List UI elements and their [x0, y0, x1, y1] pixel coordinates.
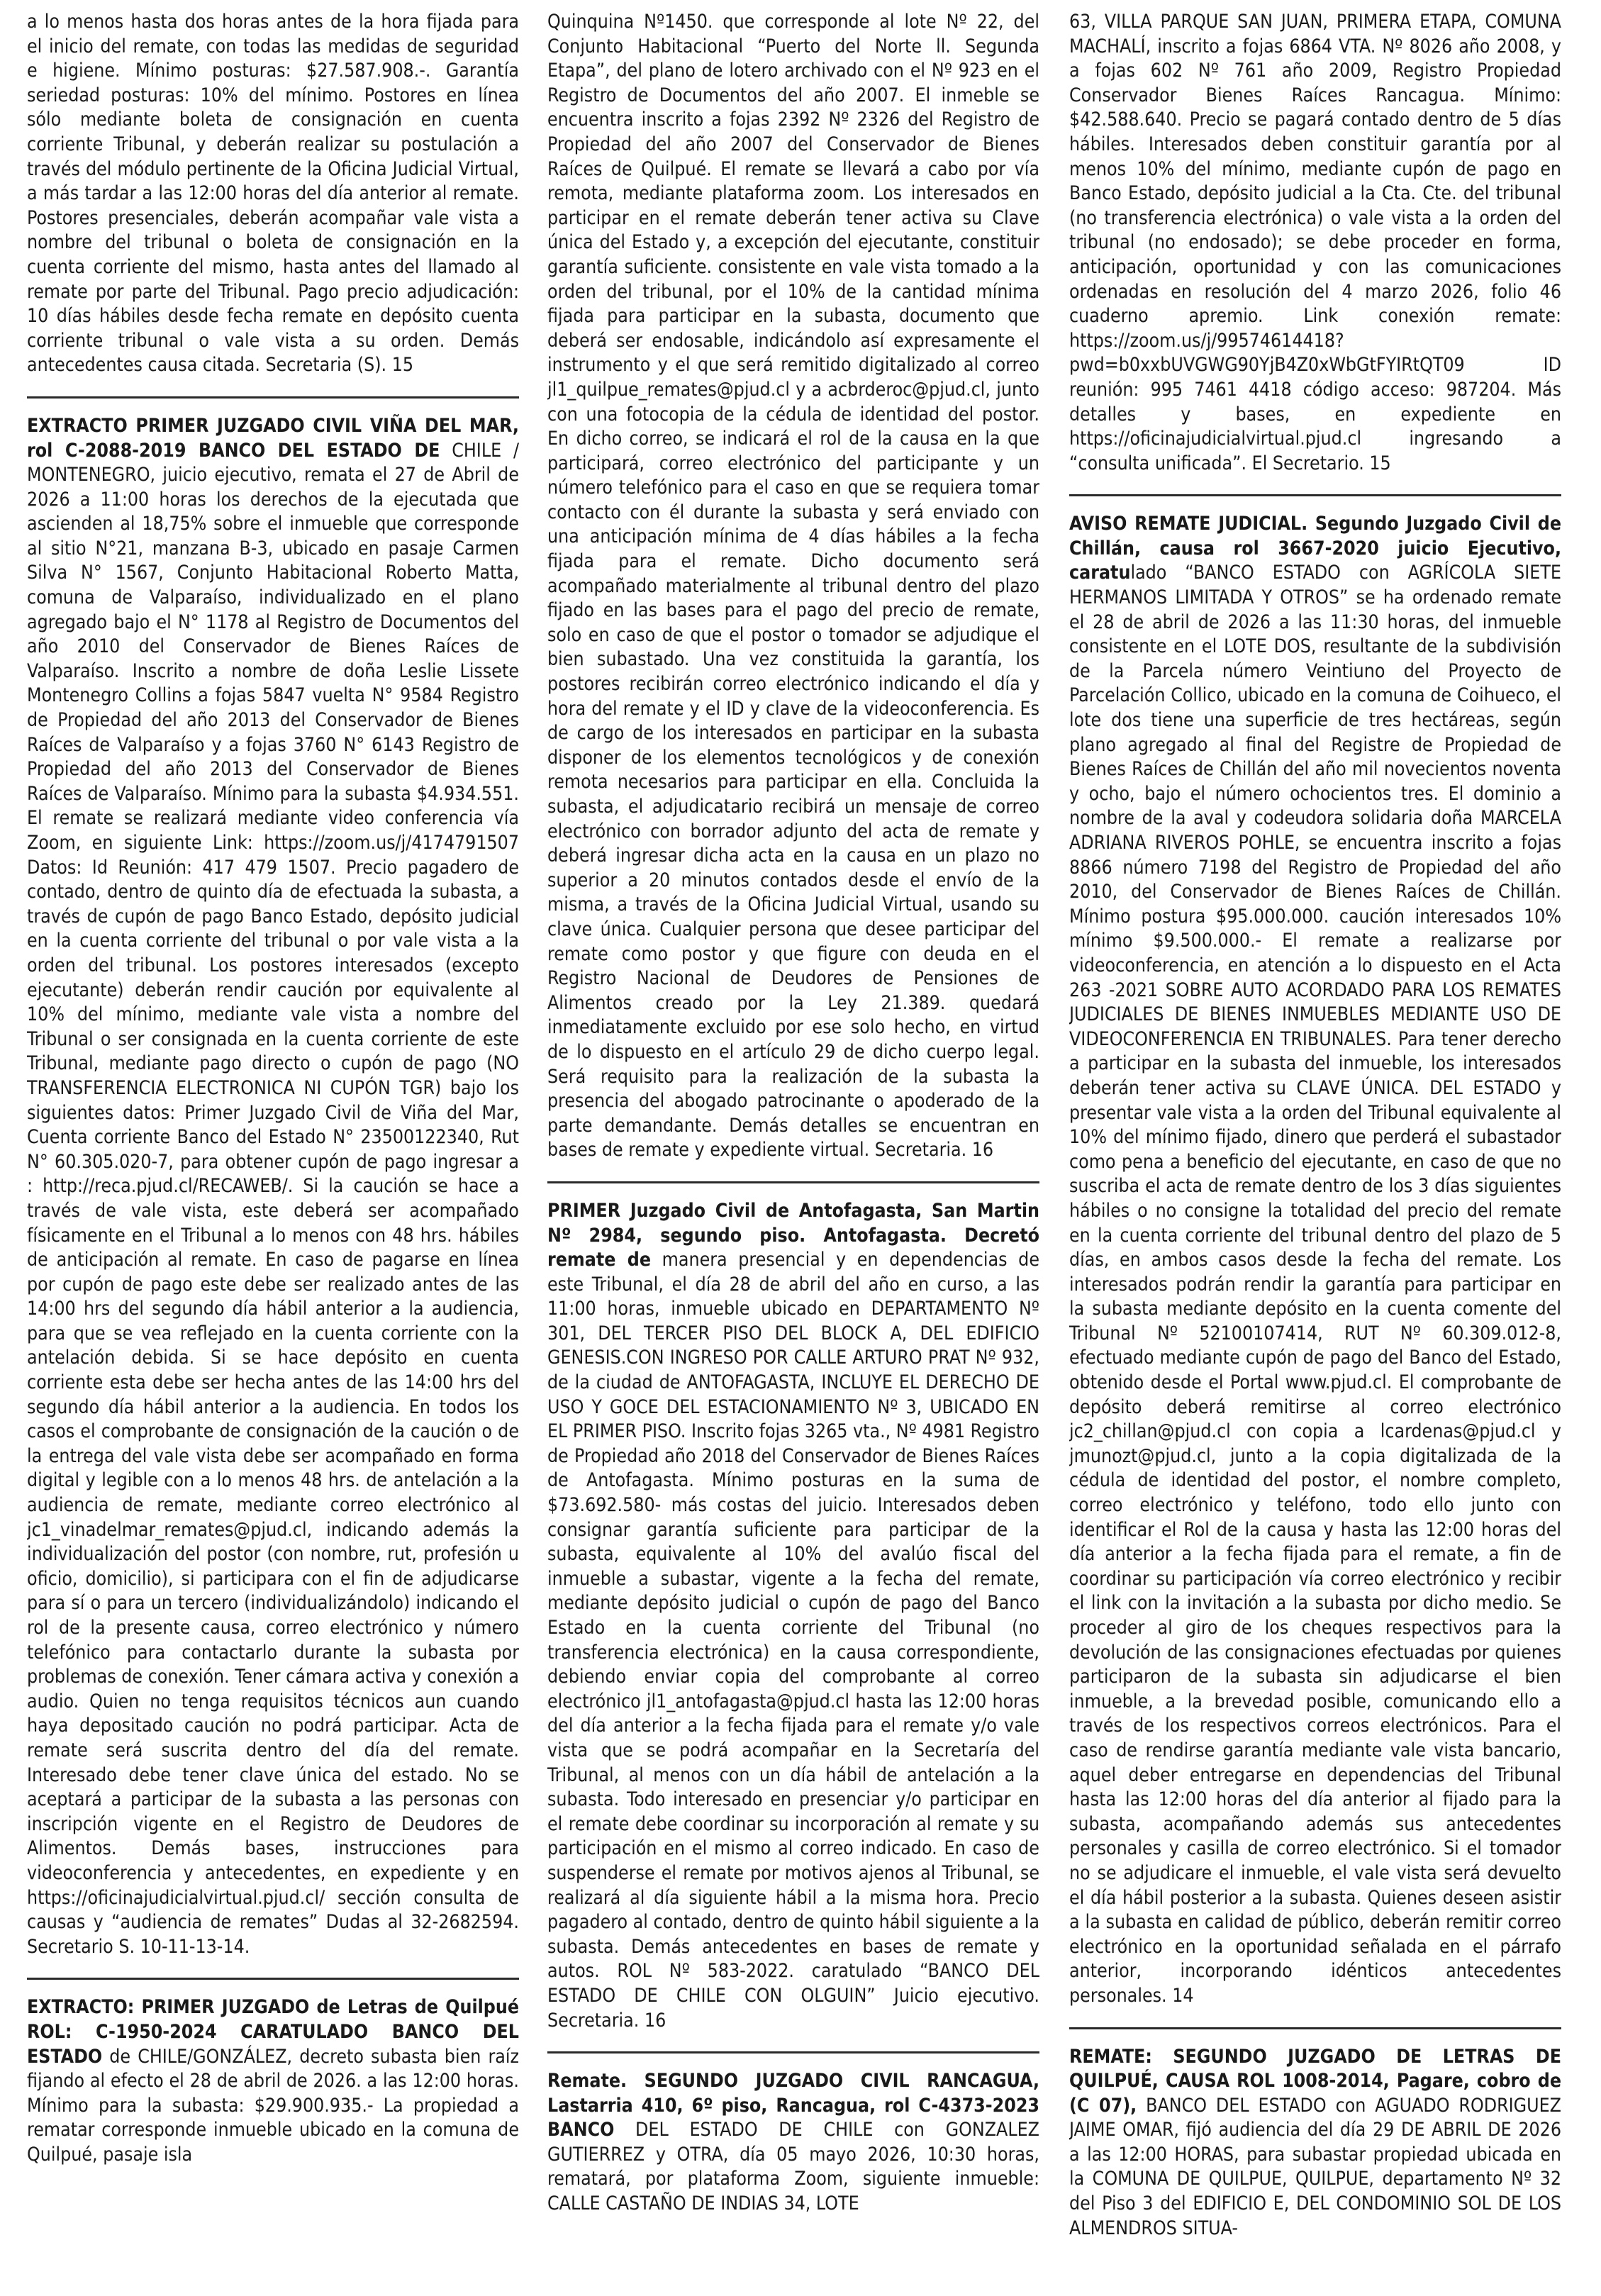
notice	[27, 1995, 519, 2167]
notice	[27, 414, 519, 1959]
notice-divider	[1069, 494, 1561, 496]
notice-body: a lo menos hasta dos horas antes de la hora fijada para el inicio del remate, con todas las medidas de seguridad e higiene. Mínimo posturas: $27.587.908.-. Garantía seriedad posturas: 10% del mínimo. Postores en línea sólo mediante boleta de consignación en cuenta corriente Tribunal, y deberán realizar su postulación a través del módulo pertinente de la Oficina Judicial Virtual, a más tardar a las 12:00 horas del día anterior al remate. Postores presenciales, deberán acompañar vale vista a nombre del tribunal o boleta de consignación en la cuenta corriente del mismo, hasta antes del llamado al remate por parte del Tribunal. Pago precio adjudicación: 10 días hábiles desde fecha remate en depósito cuenta corriente tribunal o vale vista a su orden. Demás antecedentes causa citada. Secretaria (S). 15	[27, 11, 519, 377]
notice	[547, 1199, 1039, 2033]
notice-heading: AVISO REMATE JUDICIAL. Segundo Juzgado Civil de Chillán, causa rol 3667-2020 juicio Ejecutivo, caratu	[1069, 513, 1561, 584]
notice-body: BANCO DEL ESTADO con AGUADO RODRIGUEZ JAIME OMAR, fijó audiencia del día 29 DE ABRIL DE 2026 a las 12:00 HORAS, para subastar propiedad ubicada en la COMUNA DE QUILPUE, QUILPUE, departamento Nº 32 del Piso 3 del EDIFICIO E, DEL CONDOMINIO SOL DE LOS ALMENDROS SITUA-	[1069, 2094, 1561, 2239]
notice-divider	[27, 396, 519, 399]
notice-body: Quinquina Nº1450. que corresponde al lote Nº 22, del Conjunto Habitacional “Puerto del Norte ll. Segunda Etapa”, del plano de lotero archivado con el Nº 923 en el Registro de Documentos del año 2007. El inmeble se encuentra inscrito a fojas 2392 Nº 2326 del Registro de Propiedad del año 2007 del Conservador de Bienes Raíces de Quilpué. El remate se llevará a cabo por vía remota, mediante plataforma zoom. Los interesados en participar en el remate deberán tener activa su Clave única del Estado y, a excepción del ejecutante, constituir garantía suficiente. consistente en vale vista tomado a la orden del tribunal, por el 10% de la cantidad mínima fijada para participar en la subasta, documento que deberá ser endosable, indicándolo así expresamente el instrumento y el que será remitido digitalizado al correo jl1_quilpue_remates@pjud.cl y a acbrderoc@pjud.cl, junto con una fotocopia de la cédula de identidad del postor. En dicho correo, se indicará el rol de la causa en la que participará, correo electrónico del participante y un número telefónico para el caso en que se requiera tomar contacto con él durante la subasta y será enviado con una anticipación mínima de 4 días hábiles a la fecha fijada para el remate. Dicho documento será acompañado materialmente al tribunal dentro del plazo fijado en las bases para el pago del precio de remate, solo en caso de que el postor o tomador se adjudique el bien subastado. Una vez constituida la garantía, los postores recibirán correo electrónico indicando el día y hora del remate y el ID y clave de la videoconferencia. Es de cargo de los interesados en participar en la subasta disponer de los elementos tecnológicos y de conexión remota necesarios para participar en ella. Concluida la subasta, el adjudicatario recibirá un mensaje de correo electrónico con borrador adjunto del acta de remate y deberá ingresar dicha acta en la causa en un plazo no superior a 20 minutos contados desde el envío de la misma, a través de la Oficina Judicial Virtual, usando su clave única. Cualquier persona que desee participar del remate como postor y que figure con deuda en el Registro Nacional de Deudores de Pensiones de Alimentos creado por la Ley 21.389. quedará inmediatamente excluido por ese solo hecho, en virtud de lo dispuesto en el artículo 29 de dicho cuerpo legal. Será requisito para la realización de la subasta la presencia del abogado patrocinante o apoderado de la parte demandante. Demás detalles se encuentran en bases de remate y expediente virtual. Secretaria. 16	[547, 11, 1039, 1161]
notice-body: manera presencial y en dependencias de este Tribunal, el día 28 de abril del año en curso, a las 11:00 horas, inmueble ubicado en DEPARTAMENTO Nº 301, DEL TERCER PISO DEL BLOCK A, DEL EDIFICIO GENESIS.CON INGRESO POR CALLE ARTURO PRAT Nº 932, de la ciudad de ANTOFAGASTA, INCLUYE EL DERECHO DE USO Y GOCE DEL ESTACIONAMIENTO Nº 3, UBICADO EN EL PRIMER PISO. Inscrito fojas 3265 vta., Nº 4981 Registro de Propiedad año 2018 del Conservador de Bienes Raíces de Antofagasta. Mínimo posturas en la suma de $73.692.580- más costas del juicio. Interesados deben consignar garantía suficiente para participar de la subasta, equivalente al 10% del avalúo fiscal del inmueble a subastar, vigente a la fecha del remate, mediante depósito judicial o cupón de pago del Banco Estado en la cuenta corriente del Tribunal (no transferencia electrónica) en la causa correspondiente, debiendo enviar copia del comprobante al correo electrónico jl1_antofagasta@pjud.cl hasta las 12:00 horas del día anterior a la fecha fijada para el remate y/o vale vista que se podrá acompañar en la Secretaría del Tribunal, al menos con un día hábil de antelación a la subasta. Todo interesado en presenciar y/o participar en el remate debe coordinar su incorporación al remate y su participación en el mismo al correo indicado. En caso de suspenderse el remate por motivos ajenos al Tribunal, se realizará al día siguiente hábil a la misma hora. Precio pagadero al contado, dentro de quinto hábil siguiente a la subasta. Demás antecedentes en bases de remate y autos. ROL Nº 583-2022. caratulado “BANCO DEL ESTADO DE CHILE CON OLGUIN” Juicio ejecutivo. Secretaria. 16	[547, 1249, 1039, 2032]
notice-body: de CHILE/GONZÁLEZ, decreto subasta bien raíz fijando al efecto el 28 de abril de 2026. a las 12:00 horas. Mínimo para la subasta: $29.900.935.- La propiedad a rematar corresponde inmueble ubicado en la comuna de Quilpué, pasaje isla	[27, 2045, 519, 2166]
notice-body: CHILE / MONTENEGRO, juicio ejecutivo, remata el 27 de Abril de 2026 a 11:00 horas los derechos de la ejecutada que ascienden al 18,75% sobre el inmueble que corresponde al sitio N°21, manzana B-3, ubicado en pasaje Carmen Silva N° 1567, Conjunto Habitacional Roberto Matta, comuna de Valparaíso, individualizado en el plano agregado bajo el N° 1178 al Registro de Documentos del año 2010 del Conservador de Bienes Raíces de Valparaíso. Inscrito a nombre de doña Leslie Lissete Montenegro Collins a fojas 5847 vuelta N° 9584 Registro de Propiedad del año 2013 del Conservador de Bienes Raíces de Valparaíso y a fojas 3760 N° 6143 Registro de Propiedad del año 2013 del Conservador de Bienes Raíces de Valparaíso. Mínimo para la subasta $4.934.551. El remate se realizará mediante video conferencia vía Zoom, en siguiente Link: https://zoom.us/j/4174791507 Datos: Id Reunión: 417 479 1507. Precio pagadero de contado, dentro de quinto día de efectuada la subasta, a través de cupón de pago Banco Estado, depósito judicial en la cuenta corriente del tribunal o por vale vista a la orden del tribunal. Los postores interesados (excepto ejecutante) deberán rendir caución por equivalente al 10% del mínimo, mediante vale vista a nombre del Tribunal o ser consignada en la cuenta corriente de este Tribunal, mediante pago directo o cupón de pago (NO TRANSFERENCIA ELECTRONICA NI CUPÓN TGR) bajo los siguientes datos: Primer Juzgado Civil de Viña del Mar, Cuenta corriente Banco del Estado N° 23500122340, Rut N° 60.305.020-7, para obtener cupón de pago ingresar a : http://reca.pjud.cl/RECAWEB/. Si la caución se hace a través de vale vista, este deberá ser acompañado físicamente en el Tribunal a lo menos con 48 hrs. hábiles de anticipación al remate. En caso de pagarse en línea por cupón de pago este debe ser realizado antes de las 14:00 hrs del segundo día hábil anterior a la audiencia, para que se vea reflejado en la cuenta corriente con la antelación debida. Si se hace depósito en cuenta corriente esta debe ser hecha antes de las 14:00 hrs del segundo día hábil anterior a la audiencia. En todos los casos el comprobante de consignación de la caución o de la entrega del vale vista debe ser acompañado en forma digital y legible con a lo menos 48 hrs. de antelación a la audiencia de remate, mediante correo electrónico al jc1_vinadelmar_remates@pjud.cl, indicando además la individualización del postor (con nombre, rut, profesión u oficio, domicilio), si participara con el fin de adjudicarse para sí o para un tercero (individualizándolo) indicando el rol de la presente causa, correo electrónico y número telefónico para contactarlo durante la subasta por problemas de conexión. Tener cámara activa y conexión a audio. Quien no tenga requisitos técnicos aun cuando haya depositado caución no podrá participar. Acta de remate será suscrita dentro del día del remate. Interesado debe tener clave única del estado. No se aceptará a participar de la subasta a las personas con inscripción vigente en el Registro de Deudores de Alimentos. Demás bases, instrucciones para videoconferencia y antecedentes, en expediente y en https://oficinajudicialvirtual.pjud.cl/ sección consulta de causas y “audiencia de remates” Dudas al 32-2682594. Secretario S. 10-11-13-14.	[27, 439, 519, 1958]
notice-heading: PRIMER Juzgado Civil de Antofagasta, San Martin Nº 2984, segundo piso. Antofagasta. Decretó remate de	[547, 1199, 1039, 1271]
notice	[1069, 512, 1561, 2008]
notice-continuation	[547, 10, 1039, 1163]
notice-body: DEL ESTADO DE CHILE con GONZALEZ GUTIERREZ y OTRA, día 05 mayo 2026, 10:30 horas, rematará, por plataforma Zoom, siguiente inmueble: CALLE CASTAÑO DE INDIAS 34, LOTE	[547, 2119, 1039, 2215]
column-2	[547, 10, 1039, 2286]
notice-divider	[1069, 2027, 1561, 2029]
column-1	[27, 10, 519, 2286]
notice-body: lado “BANCO ESTADO con AGRÍCOLA SIETE HERMANOS LIMITADA Y OTROS” se ha ordenado remate el 28 de abril de 2026 a las 11:30 horas, del inmueble consistente en el LOTE DOS, resultante de la subdivisión de la Parcela número Veintiuno del Proyecto de Parcelación Collico, ubicado en la comuna de Coihueco, el lote dos tiene una superficie de tres hectáreas, según plano agregado al final del Registre de Propiedad de Bienes Raíces de Chillán del año mil novecientos noventa y ocho, bajo el número ochocientos tres. El dominio a nombre de la aval y codeudora solidaria doña MARCELA ADRIANA RIVEROS POHLE, se encuentra inscrito a fojas 8866 número 7198 del Registro de Propiedad del año 2010, del Conservador de Bienes Raíces de Chillán. Mínimo postura $95.000.000. caución interesados 10% mínimo $9.500.000.- El remate a realizarse por videoconferencia, en atención a lo dispuesto en el Acta 263 -2021 SOBRE AUTO ACORDADO PARA LOS REMATES JUDICIALES DE BIENES INMUEBLES MEDIANTE USO DE VIDEOCONFERENCIA EN TRIBUNALES. Para tener derecho a participar en la subasta del inmueble, los interesados deberán tener activa su CLAVE ÚNICA. DEL ESTADO y presentar vale vista a la orden del Tribunal equivalente al 10% del mínimo fijado, dinero que perderá el subastador como pena a beneficio del ejecutante, en caso de que no suscriba el acta de remate dentro de los 3 días siguientes hábiles o no consigne la totalidad del precio del remate en la cuenta corriente del tribunal dentro del plazo de 5 días, en ambos casos desde la fecha del remate. Los interesados podrán rendir la garantía para participar en la subasta mediante depósito en la cuenta comente del Tribunal Nº 52100107414, RUT Nº 60.309.012-8, efectuado mediante cupón de pago del Banco del Estado, obtenido desde el Portal www.pjud.cl. El comprobante de depósito deberá remitirse al correo electrónico jc2_chillan@pjud.cl con copia a lcardenas@pjud.cl y jmunozt@pjud.cl, junto a la copia digitalizada de la cédula de identidad del postor, el nombre completo, correo electrónico y teléfono, todo ello junto con identificar el Rol de la causa y hasta las 12:00 horas del día anterior a la fecha fijada para el remate, a fin de coordinar su participación vía correo electrónico y recibir el link con la invitación a la subasta por dicho medio. Se proceder al giro de los cheques respectivos para la devolución de las consignaciones efectuadas por quienes participaron de la subasta sin adjudicarse el bien inmueble, a la brevedad posible, comunicando ello a través de los respectivos correos electrónicos. Para el caso de rendirse garantía mediante vale vista bancario, aquel deber entregarse en dependencias del Tribunal hasta las 12:00 horas del día anterior al fijado para la subasta, acompañando además sus antecedentes personales y casilla de correo electrónico. Si el tomador no se adjudicare el inmueble, el vale vista será devuelto el día hábil posterior a la subasta. Quienes deseen asistir a la subasta en calidad de público, deberán remitir correo electrónico en la oportunidad señalada en el párrafo anterior, incorporando idénticos antecedentes personales. 14	[1069, 562, 1561, 2007]
notice-heading: EXTRACTO: PRIMER JUZGADO de Letras de Quilpué ROL: C-1950-2024 CARATULADO BANCO DEL ESTADO	[27, 1996, 519, 2068]
notice-divider	[547, 2051, 1039, 2053]
notice	[547, 2069, 1039, 2217]
notice-continuation	[1069, 10, 1561, 476]
notice-heading: Remate. SEGUNDO JUZGADO CIVIL RANCAGUA, Lastarria 410, 6º piso, Rancagua, rol C-4373-2023 BANCO	[547, 2070, 1039, 2141]
notice-continuation	[27, 10, 519, 378]
notice-heading: REMATE: SEGUNDO JUZGADO DE LETRAS DE QUILPUÉ, CAUSA ROL 1008-2014, Pagare, cobro de (C 07),	[1069, 2045, 1561, 2117]
notice-divider	[547, 1181, 1039, 1183]
notice-heading: EXTRACTO PRIMER JUZGADO CIVIL VIÑA DEL MAR, rol C-2088-2019 BANCO DEL ESTADO DE	[27, 414, 519, 462]
notice-divider	[27, 1978, 519, 1980]
column-3	[1069, 10, 1561, 2286]
notice	[1069, 2045, 1561, 2241]
notice-body: 63, VILLA PARQUE SAN JUAN, PRIMERA ETAPA, COMUNA MACHALÍ, inscrito a fojas 6864 VTA. Nº 8026 año 2008, y a fojas 602 Nº 761 año 2009, Registro Propiedad Conservador Bienes Raíces Rancagua. Mínimo: $42.588.640. Precio se pagará contado dentro de 5 días hábiles. Interesados deben constituir garantía por al menos 10% del mínimo, mediante cupón de pago en Banco Estado, depósito judicial a la Cta. Cte. del tribunal (no transferencia electrónica) o vale vista a la orden del tribunal (no endosado); se debe proceder en forma, anticipación, oportunidad y con las comunicaciones ordenadas en resolución del 4 marzo 2026, folio 46 cuaderno apremio. Link conexión remate: https://zoom.us/j/99574614418?pwd=b0xxbUVGWG90YjB4Z0xWbGtFYIRtQT09 ID reunión: 995 7461 4418 código acceso: 987204. Más detalles y bases, en expediente en https://oficinajudicialvirtual.pjud.cl ingresando a “consulta unificada”. El Secretario. 15	[1069, 11, 1561, 474]
